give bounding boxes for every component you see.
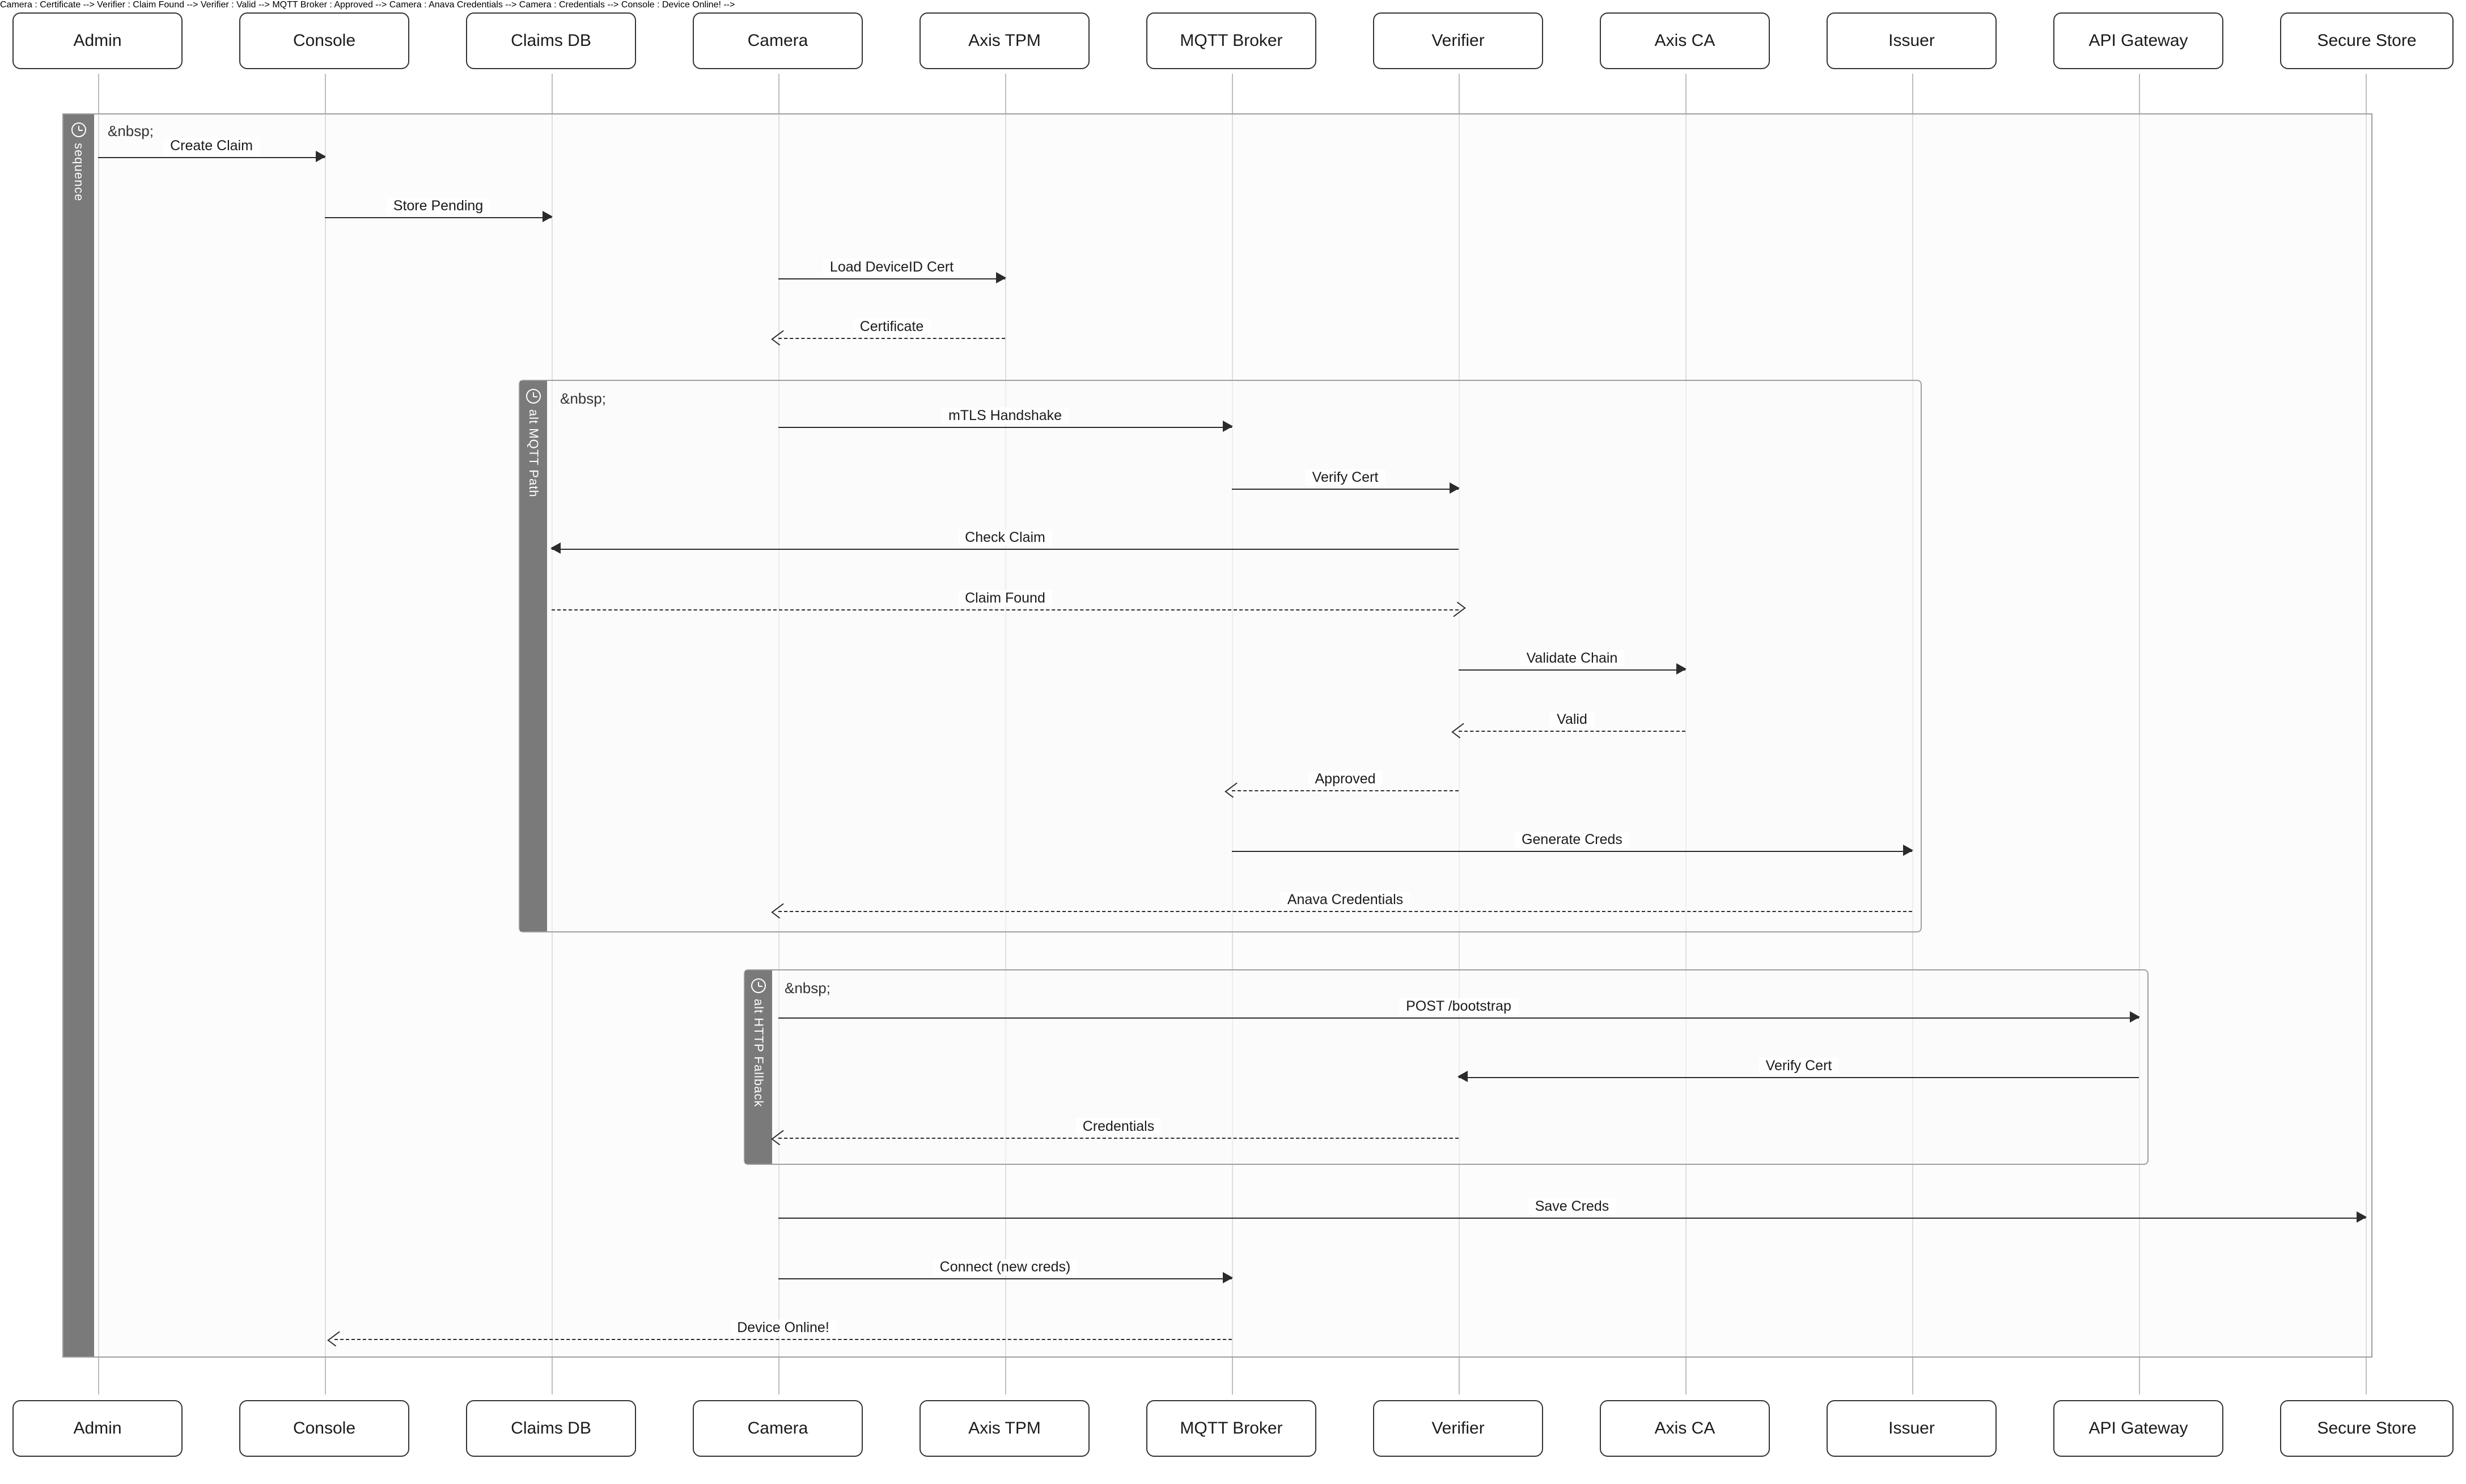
actor-camera[interactable] [693,12,863,69]
actor-label: Claims DB [511,1419,591,1438]
actor-mqtt-broker[interactable] [1146,12,1316,69]
message-load-deviceid-cert [778,259,1005,279]
fragment-alt-mqtt-path-title: &nbsp; [560,390,606,407]
message-check-claim [552,529,1459,550]
message-label: Create Claim [163,138,260,154]
fragment-alt-http-fallback-tab [745,970,772,1164]
actor-secure-store[interactable] [2280,12,2454,69]
actor-console-bottom[interactable] [239,1400,409,1457]
message-label: Validate Chain [1520,650,1625,667]
actor-axis-tpm-bottom[interactable] [920,1400,1090,1457]
actor-api-gateway-bottom[interactable] [2053,1400,2223,1457]
actor-console[interactable] [239,12,409,69]
message-label: Approved [1308,771,1382,787]
actor-issuer-bottom[interactable] [1827,1400,1997,1457]
arrowhead-icon [1457,1071,1468,1082]
actor-label: MQTT Broker [1180,31,1283,50]
arrowhead-icon [550,542,561,554]
message-certificate [778,319,1005,339]
actor-label: Issuer [1888,31,1935,50]
message-store-pending [325,198,552,218]
clock-icon [71,122,86,137]
arrowhead-icon [1903,845,1913,856]
message-label: Valid [1550,711,1594,728]
actor-label: API Gateway [2088,1419,2188,1438]
message-post-bootstrap [778,998,2139,1019]
actor-axis-tpm[interactable] [920,12,1090,69]
message-label: Generate Creds [1515,832,1629,848]
actor-label: Verifier [1431,31,1485,50]
clock-icon [526,389,541,404]
message-verify-cert-gateway [1459,1058,2139,1078]
actor-label: Admin [73,31,122,50]
message-label: Connect (new creds) [933,1259,1078,1275]
message-label: Anava Credentials [1281,892,1410,908]
arrowhead-icon [543,211,553,222]
message-label: Verify Cert [1759,1058,1839,1074]
arrowhead-icon [2357,1211,2367,1223]
fragment-sequence-title: &nbsp; [108,122,154,139]
actor-label: MQTT Broker [1180,1419,1283,1438]
actor-label: Claims DB [511,31,591,50]
actor-label: Console [293,1419,356,1438]
actor-axis-ca[interactable] [1600,12,1770,69]
actor-label: Axis TPM [968,1419,1041,1438]
actor-mqtt-broker-bottom[interactable] [1146,1400,1316,1457]
actor-label: Admin [73,1419,122,1438]
fragment-alt-http-fallback-title: &nbsp; [785,980,831,997]
actor-api-gateway[interactable] [2053,12,2223,69]
arrowhead-icon [1676,663,1687,675]
message-verify-cert-mqtt [1232,469,1459,490]
actor-issuer[interactable] [1827,12,1997,69]
actor-label: Secure Store [2317,31,2417,50]
message-save-creds [778,1198,2366,1219]
actor-secure-store-bottom[interactable] [2280,1400,2454,1457]
actor-claims-db-bottom[interactable] [466,1400,636,1457]
message-label: Load DeviceID Cert [823,259,960,275]
message-claim-found [552,590,1459,610]
message-label: mTLS Handshake [942,408,1069,424]
sequence-diagram: sequence &nbsp; alt MQTT Path &nbsp; alt HTTP Fallback &nbsp; Admin Console Claims DB Camera Axis TPM MQTT Broker Verifier Axis CA Issuer API Gateway Secure Store Create Claim Store Pending Load DeviceID Cert Camera : Certificate --> Certificate mTLS Handshake Verify Cert Check Claim Verifier : Claim Found --> Claim Found Validate Chain Verifier : Valid --> Valid MQTT Broker : Approved --> Approved Generate Creds Camera : Anava Credentials --> Anava Credentials POST /bootstrap Verify Cert Camera : Credentials --> Credentials Save Creds Connect (new creds) Console : Device Online! --> Device Online! Admin Console Claims DB Camera Axis TPM MQTT Broker Verifier Axis CA Issuer API Gateway Secure Store [0,0,2466,1484]
message-label: Verify Cert [1306,469,1385,486]
fragment-alt-http-fallback-tab-label: alt HTTP Fallback [752,999,766,1108]
message-device-online [334,1320,1232,1340]
actor-verifier-bottom[interactable] [1373,1400,1543,1457]
actor-label: Camera [747,31,808,50]
fragment-alt-mqtt-path-tab [520,381,547,931]
fragment-sequence-tab-label: sequence [72,143,86,202]
fragment-sequence-tab [63,115,94,1356]
actor-camera-bottom[interactable] [693,1400,863,1457]
clock-icon [751,978,766,993]
message-label: Certificate [853,319,931,335]
arrowhead-icon [316,151,326,162]
actor-label: Issuer [1888,1419,1935,1438]
message-label: Check Claim [958,529,1052,546]
message-generate-creds [1232,832,1912,852]
arrowhead-icon [996,272,1006,283]
actor-label: Console [293,31,356,50]
actor-label: API Gateway [2088,31,2188,50]
message-anava-credentials [778,892,1912,912]
message-label: Device Online! [730,1320,836,1336]
actor-label: Axis TPM [968,31,1041,50]
actor-label: Camera [747,1419,808,1438]
message-label: Credentials [1076,1118,1161,1135]
actor-admin-bottom[interactable] [12,1400,183,1457]
actor-admin[interactable] [12,12,183,69]
arrowhead-icon [1450,482,1460,494]
actor-label: Verifier [1431,1419,1485,1438]
message-connect-new-creds [778,1259,1232,1279]
message-credentials [778,1118,1459,1139]
message-valid [1459,711,1685,732]
fragment-alt-mqtt-path-tab-label: alt MQTT Path [527,409,541,498]
actor-verifier[interactable] [1373,12,1543,69]
arrowhead-icon [2130,1011,2140,1023]
arrowhead-icon [1223,1272,1233,1283]
message-validate-chain [1459,650,1685,671]
fragment-alt-mqtt-path [519,380,1922,932]
actor-claims-db[interactable] [466,12,636,69]
actor-label: Axis CA [1654,31,1715,50]
message-label: Store Pending [387,198,490,214]
message-label: Save Creds [1528,1198,1616,1215]
actor-label: Secure Store [2317,1419,2417,1438]
actor-axis-ca-bottom[interactable] [1600,1400,1770,1457]
arrowhead-icon [1223,421,1233,432]
actor-label: Axis CA [1654,1419,1715,1438]
message-approved [1232,771,1459,791]
message-create-claim [98,138,325,158]
message-label: POST /bootstrap [1399,998,1518,1015]
message-mtls-handshake [778,408,1232,428]
message-label: Claim Found [958,590,1052,607]
